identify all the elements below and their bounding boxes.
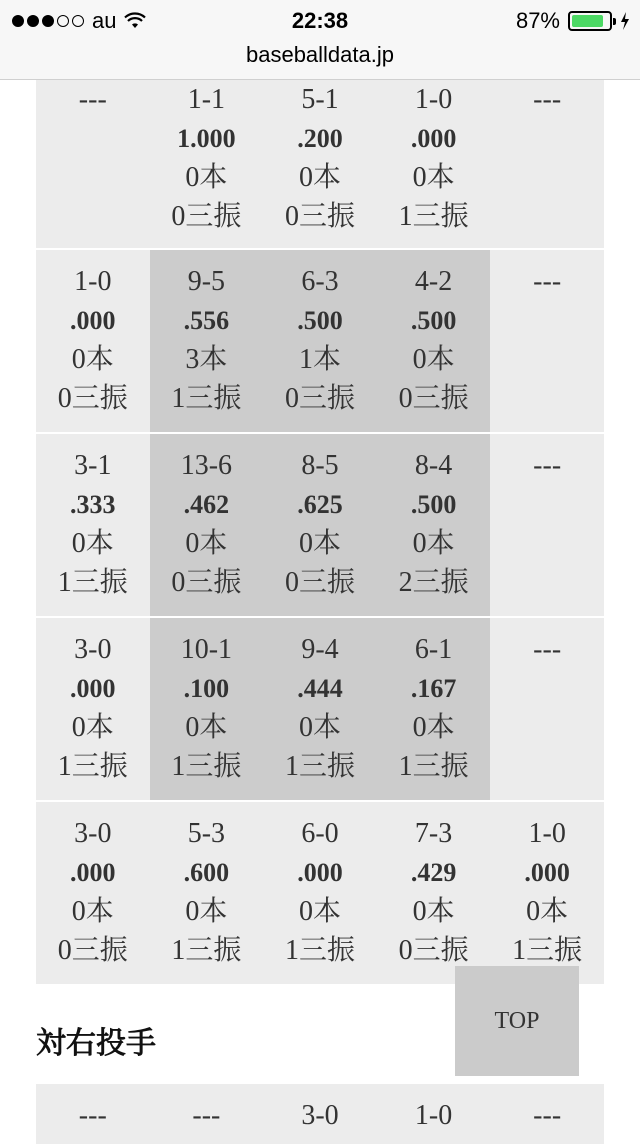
grid-row <box>36 618 604 802</box>
battery-percent: 87% <box>515 8 560 33</box>
grid-row <box>36 802 604 986</box>
grid-cell <box>263 80 377 248</box>
cell-average: .000 <box>70 674 116 703</box>
cell-homeruns: 0本 <box>298 712 341 743</box>
status-bar <box>0 0 640 40</box>
cell-homeruns: 0本 <box>298 162 341 193</box>
cell-average: .600 <box>183 858 230 887</box>
cell-record: 9-5 <box>187 266 226 297</box>
cell-average: .500 <box>297 306 343 335</box>
grid-cell <box>490 80 604 248</box>
cell-record: --- <box>533 266 562 297</box>
cell-strikeouts: 1三振 <box>284 751 355 782</box>
cell-record: 1-0 <box>414 1100 453 1131</box>
grid-cell <box>377 434 491 616</box>
grid-row <box>36 80 604 250</box>
cell-record: --- <box>533 1100 562 1131</box>
cell-record: 13-6 <box>180 450 233 481</box>
cell-strikeouts: 0三振 <box>171 567 242 598</box>
top-button[interactable]: TOP <box>455 966 579 1076</box>
cell-average: .462 <box>183 490 230 519</box>
grid-cell <box>490 802 604 984</box>
clock: 22:38 <box>291 8 349 33</box>
grid-cell <box>36 434 150 616</box>
cell-record: 1-0 <box>414 84 453 115</box>
cell-record: --- <box>78 84 107 115</box>
cell-homeruns: 0本 <box>71 896 114 927</box>
cell-strikeouts: 0三振 <box>57 383 128 414</box>
grid-cell <box>490 618 604 800</box>
grid-cell <box>377 618 491 800</box>
grid-cell <box>263 250 377 432</box>
cell-strikeouts: 1三振 <box>512 935 583 966</box>
grid-cell <box>150 618 264 800</box>
cell-record: 8-4 <box>414 450 453 481</box>
cell-homeruns: 0本 <box>185 528 228 559</box>
grid-cell <box>377 250 491 432</box>
cell-record: 1-0 <box>74 266 112 297</box>
grid-cell <box>490 434 604 616</box>
cell-homeruns: 0本 <box>298 896 341 927</box>
cell-record: 5-3 <box>187 818 226 849</box>
grid-cell <box>377 802 491 984</box>
cell-strikeouts: 1三振 <box>398 201 469 232</box>
grid-cell <box>377 1084 491 1144</box>
cell-strikeouts: 1三振 <box>398 751 469 782</box>
cell-strikeouts: 1三振 <box>171 935 242 966</box>
cell-homeruns: 0本 <box>412 528 455 559</box>
cell-strikeouts: 2三振 <box>398 567 469 598</box>
cell-record: 6-1 <box>414 634 453 665</box>
cell-record: 8-5 <box>301 450 339 481</box>
cell-record: 1-1 <box>187 84 226 115</box>
cell-homeruns: 3本 <box>185 344 228 375</box>
cell-record: 3-0 <box>74 818 112 849</box>
cell-average: .100 <box>183 674 230 703</box>
grid-cell <box>150 434 264 616</box>
grid-cell <box>263 434 377 616</box>
cell-strikeouts: 1三振 <box>171 383 242 414</box>
grid-cell <box>263 802 377 984</box>
cell-strikeouts: 0三振 <box>398 383 469 414</box>
cell-record: 7-3 <box>414 818 453 849</box>
cell-average: .333 <box>70 490 116 519</box>
battery-icon <box>568 11 612 31</box>
cell-record: --- <box>533 84 562 115</box>
cell-record: --- <box>78 1100 107 1131</box>
cell-homeruns: 0本 <box>412 162 455 193</box>
cell-record: 10-1 <box>180 634 233 665</box>
cell-record: --- <box>192 1100 221 1131</box>
cell-average: .000 <box>70 858 116 887</box>
status-right <box>516 8 630 34</box>
url-bar[interactable] <box>0 40 640 80</box>
grid-cell <box>36 1084 150 1144</box>
cell-homeruns: 0本 <box>526 896 569 927</box>
cell-average: 1.000 <box>177 124 236 153</box>
grid-cell <box>263 1084 377 1144</box>
cell-strikeouts: 0三振 <box>57 935 128 966</box>
grid-cell <box>263 618 377 800</box>
charging-bolt-icon <box>620 12 630 30</box>
cell-homeruns: 0本 <box>298 528 341 559</box>
grid-cell <box>377 80 491 248</box>
cell-homeruns: 1本 <box>298 344 341 375</box>
cell-record: 3-1 <box>74 450 112 481</box>
grid-cell <box>490 1084 604 1144</box>
cell-average: .444 <box>297 674 343 703</box>
cell-record: 3-0 <box>301 1100 339 1131</box>
cell-average: .500 <box>410 306 457 335</box>
grid-row <box>36 250 604 434</box>
cell-average: .000 <box>410 124 457 153</box>
cell-record: 4-2 <box>414 266 453 297</box>
cell-homeruns: 0本 <box>412 344 455 375</box>
count-stats-grid <box>36 80 604 986</box>
cell-strikeouts: 1三振 <box>57 567 128 598</box>
cell-strikeouts: 0三振 <box>284 201 355 232</box>
cell-homeruns: 0本 <box>71 528 114 559</box>
cell-homeruns: 0本 <box>412 712 455 743</box>
url-text: baseballdata.jp <box>245 42 394 67</box>
section-title: 対右投手 <box>36 1026 156 1061</box>
grid-cell <box>490 250 604 432</box>
cell-homeruns: 0本 <box>185 896 228 927</box>
cell-homeruns: 0本 <box>185 712 228 743</box>
grid-cell <box>150 802 264 984</box>
cell-homeruns: 0本 <box>412 896 455 927</box>
cell-record: 5-1 <box>301 84 339 115</box>
cell-homeruns: 0本 <box>71 344 114 375</box>
cell-average: .167 <box>410 674 457 703</box>
cell-average: .500 <box>410 490 457 519</box>
battery-level <box>572 15 603 27</box>
cell-strikeouts: 1三振 <box>284 935 355 966</box>
grid-cell <box>36 250 150 432</box>
grid-cell <box>36 802 150 984</box>
cell-strikeouts: 0三振 <box>171 201 242 232</box>
cell-average: .625 <box>297 490 343 519</box>
carrier-name: au <box>92 8 117 33</box>
cell-record: 6-3 <box>301 266 339 297</box>
cell-average: .000 <box>297 858 343 887</box>
grid-cell <box>150 250 264 432</box>
cell-record: 1-0 <box>528 818 566 849</box>
cell-strikeouts: 1三振 <box>171 751 242 782</box>
grid-cell <box>150 80 264 248</box>
vs-right-pitcher-grid <box>36 1084 604 1144</box>
cell-record: --- <box>533 634 562 665</box>
cell-homeruns: 0本 <box>185 162 228 193</box>
grid-cell <box>150 1084 264 1144</box>
cell-average: .200 <box>297 124 343 153</box>
cell-record: 6-0 <box>301 818 339 849</box>
cell-strikeouts: 0三振 <box>284 383 355 414</box>
cell-average: .556 <box>183 306 230 335</box>
cell-record: --- <box>533 450 562 481</box>
cell-average: .000 <box>524 858 570 887</box>
cell-record: 9-4 <box>301 634 339 665</box>
cell-average: .429 <box>410 858 457 887</box>
grid-cell <box>36 80 150 248</box>
cell-strikeouts: 1三振 <box>57 751 128 782</box>
cell-strikeouts: 0三振 <box>284 567 355 598</box>
grid-cell <box>36 618 150 800</box>
cell-record: 3-0 <box>74 634 112 665</box>
cell-strikeouts: 0三振 <box>398 935 469 966</box>
cell-homeruns: 0本 <box>71 712 114 743</box>
cell-average: .000 <box>70 306 116 335</box>
grid-row <box>36 434 604 618</box>
